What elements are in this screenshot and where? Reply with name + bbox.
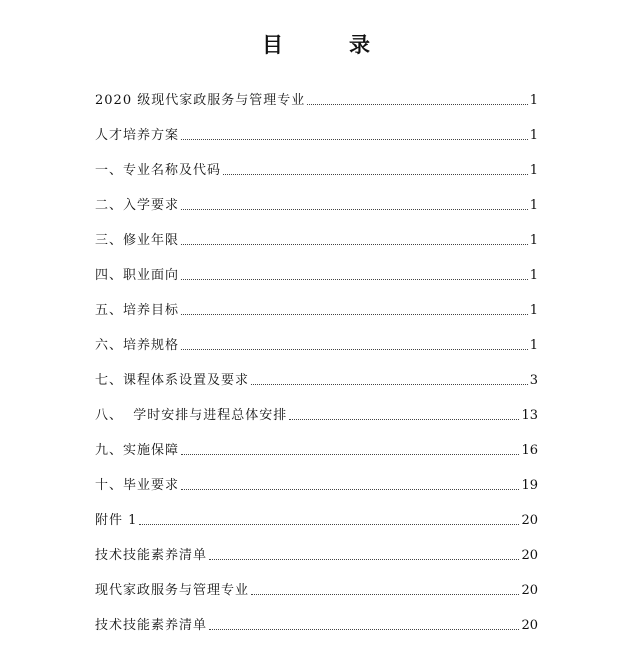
toc-dot-leader — [181, 489, 519, 490]
toc-entry-7[interactable] — [95, 320, 538, 355]
toc-entry-label: 附件 1 — [95, 513, 138, 528]
toc-entry-page: 1 — [529, 338, 538, 353]
toc-entry-1[interactable] — [95, 110, 538, 145]
toc-entry-4[interactable] — [95, 215, 538, 250]
toc-entry-14[interactable] — [95, 565, 538, 600]
toc-entry-label: 八、 学时安排与进程总体安排 — [95, 408, 288, 423]
toc-dot-leader — [181, 314, 528, 315]
toc-entry-page: 20 — [521, 513, 538, 528]
toc-title-char-2: 录 — [349, 33, 370, 57]
toc-entry-0[interactable] — [95, 75, 538, 110]
toc-dot-leader — [181, 349, 528, 350]
toc-entry-page: 1 — [529, 303, 538, 318]
toc-entry-10[interactable] — [95, 425, 538, 460]
toc-entry-label: 一、专业名称及代码 — [95, 163, 222, 178]
toc-entry-8[interactable] — [95, 355, 538, 390]
toc-entry-6[interactable] — [95, 285, 538, 320]
toc-entry-page: 20 — [521, 548, 538, 563]
toc-dot-leader — [181, 279, 528, 280]
toc-entry-label: 人才培养方案 — [95, 128, 180, 143]
toc-entry-3[interactable] — [95, 180, 538, 215]
toc-dot-leader — [251, 594, 519, 595]
toc-entry-label: 九、实施保障 — [95, 443, 180, 458]
toc-title-char-1: 目 — [262, 33, 283, 57]
toc-dot-leader — [181, 139, 528, 140]
toc-entry-label: 2020 级现代家政服务与管理专业 — [95, 93, 306, 108]
toc-entry-label: 六、培养规格 — [95, 338, 180, 353]
toc-dot-leader — [251, 384, 528, 385]
toc-entry-page: 1 — [529, 128, 538, 143]
toc-dot-leader — [181, 454, 519, 455]
toc-dot-leader — [307, 104, 528, 105]
toc-entry-2[interactable] — [95, 145, 538, 180]
toc-entry-12[interactable] — [95, 495, 538, 530]
toc-dot-leader — [289, 419, 519, 420]
toc-entry-label: 技术技能素养清单 — [95, 618, 208, 633]
toc-title — [0, 31, 630, 59]
toc-entry-page: 16 — [521, 443, 538, 458]
toc-entry-page: 19 — [521, 478, 538, 493]
toc-entry-5[interactable] — [95, 250, 538, 285]
toc-entry-label: 三、修业年限 — [95, 233, 180, 248]
toc-entry-label: 五、培养目标 — [95, 303, 180, 318]
table-of-contents — [95, 75, 538, 635]
toc-entry-page: 1 — [529, 198, 538, 213]
toc-entry-page: 1 — [529, 93, 538, 108]
toc-entry-label: 四、职业面向 — [95, 268, 180, 283]
toc-entry-page: 3 — [529, 373, 538, 388]
toc-dot-leader — [209, 629, 519, 630]
toc-entry-9[interactable] — [95, 390, 538, 425]
toc-entry-label: 现代家政服务与管理专业 — [95, 583, 250, 598]
toc-entry-label: 二、入学要求 — [95, 198, 180, 213]
toc-dot-leader — [223, 174, 528, 175]
toc-entry-label: 七、课程体系设置及要求 — [95, 373, 250, 388]
toc-entry-13[interactable] — [95, 530, 538, 565]
toc-entry-page: 1 — [529, 163, 538, 178]
toc-entry-label: 技术技能素养清单 — [95, 548, 208, 563]
toc-entry-15[interactable] — [95, 600, 538, 635]
toc-entry-page: 1 — [529, 233, 538, 248]
toc-entry-11[interactable] — [95, 460, 538, 495]
toc-entry-page: 20 — [521, 583, 538, 598]
toc-dot-leader — [139, 524, 519, 525]
toc-entry-page: 20 — [521, 618, 538, 633]
toc-entry-page: 1 — [529, 268, 538, 283]
toc-entry-page: 13 — [521, 408, 538, 423]
toc-dot-leader — [181, 209, 528, 210]
toc-dot-leader — [181, 244, 528, 245]
toc-entry-label: 十、毕业要求 — [95, 478, 180, 493]
toc-dot-leader — [209, 559, 519, 560]
